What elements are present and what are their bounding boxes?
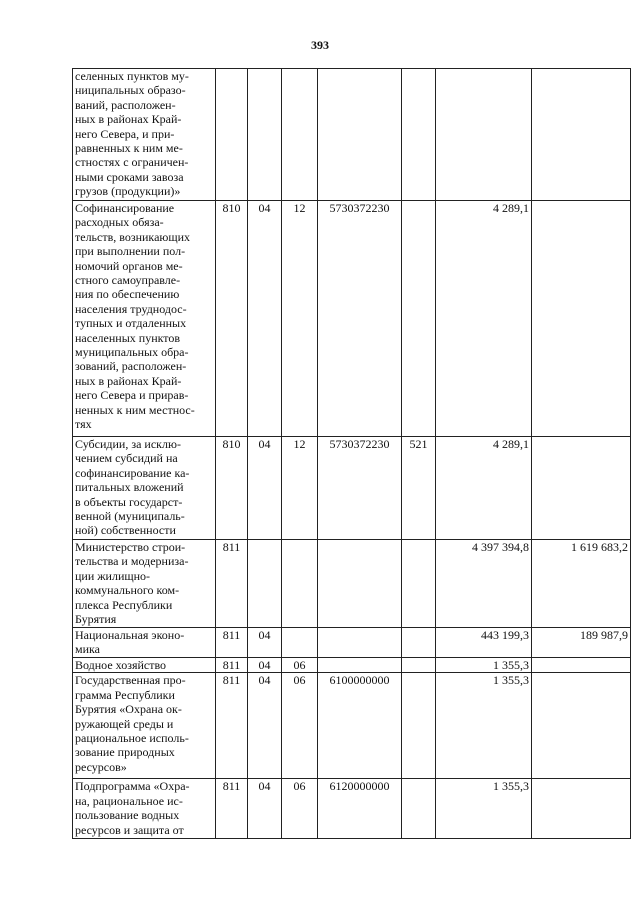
- amount-2-cell: [532, 201, 631, 437]
- name-cell: Национальная эконо- мика: [73, 628, 216, 658]
- expense-type-cell: 521: [402, 437, 436, 540]
- expense-type-cell: [402, 779, 436, 839]
- name-cell: Подпрограмма «Охра- на, рациональное ис- пользование водных ресурсов и защита от: [73, 779, 216, 839]
- grbs-cell: 810: [216, 201, 248, 437]
- table-row: [73, 201, 631, 437]
- target-article-cell: [318, 540, 402, 628]
- amount-cell: 1 355,3: [436, 673, 532, 779]
- subsection-cell: [282, 69, 318, 201]
- amount-2-cell: [532, 673, 631, 779]
- section-cell: 04: [248, 673, 282, 779]
- target-article-cell: 6120000000: [318, 779, 402, 839]
- target-article-cell: [318, 628, 402, 658]
- amount-2-cell: [532, 658, 631, 673]
- grbs-cell: 811: [216, 628, 248, 658]
- expense-type-cell: [402, 673, 436, 779]
- amount-2-cell: [532, 69, 631, 201]
- grbs-cell: 811: [216, 658, 248, 673]
- grbs-cell: [216, 69, 248, 201]
- amount-cell: 4 397 394,8: [436, 540, 532, 628]
- amount-cell: [436, 69, 532, 201]
- expense-type-cell: [402, 540, 436, 628]
- amount-2-cell: 1 619 683,2: [532, 540, 631, 628]
- table-row: [73, 779, 631, 839]
- section-cell: 04: [248, 779, 282, 839]
- section-cell: 04: [248, 628, 282, 658]
- amount-cell: 443 199,3: [436, 628, 532, 658]
- subsection-cell: [282, 540, 318, 628]
- grbs-cell: 810: [216, 437, 248, 540]
- amount-2-cell: [532, 437, 631, 540]
- table-row: [73, 540, 631, 628]
- table-row: [73, 437, 631, 540]
- subsection-cell: 12: [282, 437, 318, 540]
- name-cell: селенных пунктов му- ниципальных образо- ваний, расположен- ных в районах Край- него Севера, и при- равненных к ним ме- стностях с ограничен- ными сроками завоза грузов (продукции)»: [73, 69, 216, 201]
- subsection-cell: 06: [282, 673, 318, 779]
- target-article-cell: 5730372230: [318, 437, 402, 540]
- target-article-cell: [318, 69, 402, 201]
- subsection-cell: [282, 628, 318, 658]
- section-cell: 04: [248, 201, 282, 437]
- table-row: [73, 673, 631, 779]
- name-cell: Софинансирование расходных обяза- тельств, возникающих при выполнении пол- номочий органов ме- стного самоуправле- ния по обеспечению населения труднодос- тупных и отдаленных населенных пунктов муниципальных обра- зований, расположен- ных в районах Край- него Севера и прирав- ненных к ним местнос- тях: [73, 201, 216, 437]
- expense-type-cell: [402, 69, 436, 201]
- name-cell: Водное хозяйство: [73, 658, 216, 673]
- expense-type-cell: [402, 201, 436, 437]
- name-cell: Министерство строи- тельства и модерниза- ции жилищно- коммунального ком- плекса Республики Бурятия: [73, 540, 216, 628]
- amount-2-cell: 189 987,9: [532, 628, 631, 658]
- expense-type-cell: [402, 658, 436, 673]
- target-article-cell: 6100000000: [318, 673, 402, 779]
- amount-2-cell: [532, 779, 631, 839]
- amount-cell: 4 289,1: [436, 437, 532, 540]
- target-article-cell: 5730372230: [318, 201, 402, 437]
- grbs-cell: 811: [216, 540, 248, 628]
- name-cell: Государственная про- грамма Республики Бурятия «Охрана ок- ружающей среды и рациональное исполь- зование природных ресурсов»: [73, 673, 216, 779]
- subsection-cell: 12: [282, 201, 318, 437]
- section-cell: [248, 69, 282, 201]
- amount-cell: 1 355,3: [436, 779, 532, 839]
- table-row: [73, 69, 631, 201]
- subsection-cell: 06: [282, 658, 318, 673]
- expense-type-cell: [402, 628, 436, 658]
- budget-table: [72, 68, 631, 839]
- grbs-cell: 811: [216, 673, 248, 779]
- section-cell: [248, 540, 282, 628]
- table-row: [73, 658, 631, 673]
- subsection-cell: 06: [282, 779, 318, 839]
- amount-cell: 1 355,3: [436, 658, 532, 673]
- table-body: [73, 69, 631, 839]
- name-cell: Субсидии, за исклю- чением субсидий на софинансирование ка- питальных вложений в объекты государст- венной (муниципаль- ной) собственности: [73, 437, 216, 540]
- section-cell: 04: [248, 437, 282, 540]
- amount-cell: 4 289,1: [436, 201, 532, 437]
- target-article-cell: [318, 658, 402, 673]
- page-number: 393: [311, 38, 329, 52]
- section-cell: 04: [248, 658, 282, 673]
- table-row: [73, 628, 631, 658]
- grbs-cell: 811: [216, 779, 248, 839]
